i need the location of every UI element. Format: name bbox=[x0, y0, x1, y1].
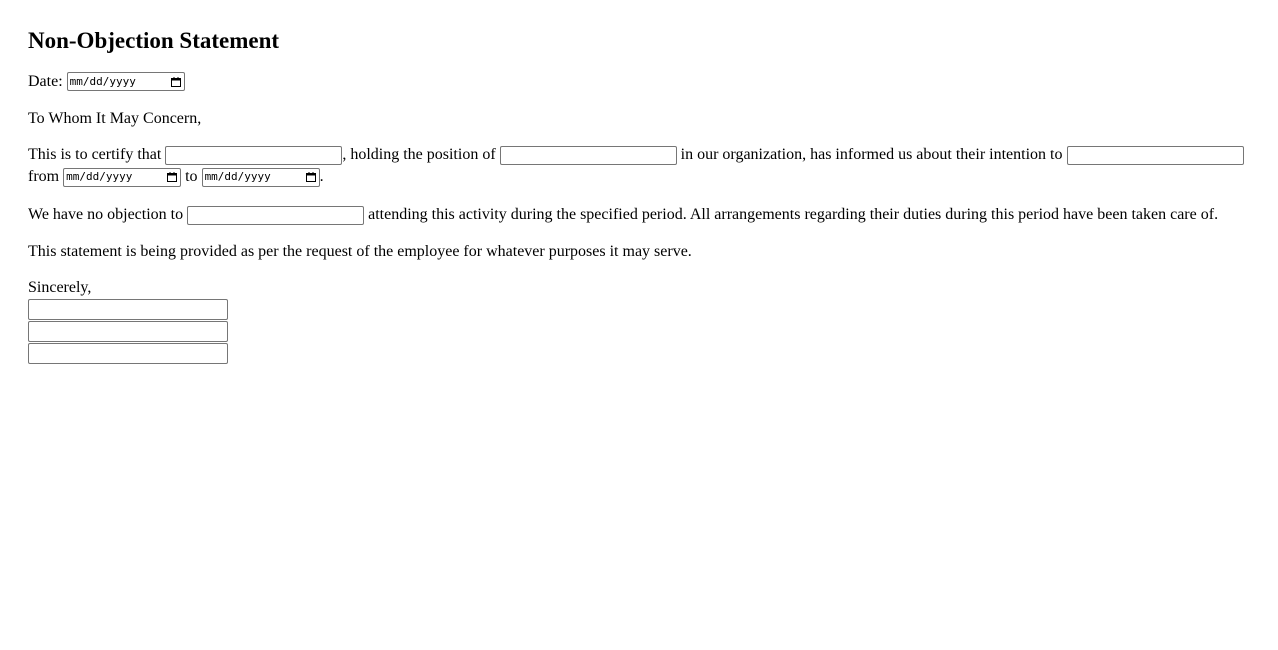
signature-field-3[interactable] bbox=[28, 343, 228, 364]
activity-input[interactable] bbox=[1067, 146, 1244, 165]
to-date-input[interactable] bbox=[202, 168, 320, 187]
page-title: Non-Objection Statement bbox=[28, 28, 280, 53]
date-input-placeholder: mm/dd/yyyy bbox=[69, 74, 136, 88]
objection-text-1: We have no objection to bbox=[28, 205, 184, 223]
from-date-placeholder: mm/dd/yyyy bbox=[66, 170, 133, 184]
position-input[interactable] bbox=[500, 146, 677, 165]
employee-name-input-2[interactable] bbox=[187, 206, 364, 225]
objection-paragraph bbox=[28, 204, 1250, 226]
signature-block bbox=[28, 299, 1250, 364]
certify-text-1: This is to certify that bbox=[28, 145, 162, 163]
employee-name-input[interactable] bbox=[165, 146, 342, 165]
date-label: Date: bbox=[28, 72, 63, 90]
calendar-icon[interactable] bbox=[167, 172, 177, 182]
certify-paragraph bbox=[28, 144, 1250, 188]
objection-text-2: attending this activity during the specified period. All arrangements regarding their duties during this period have been taken care of. bbox=[368, 205, 1219, 223]
date-input[interactable] bbox=[67, 72, 185, 91]
closing: Sincerely, bbox=[28, 278, 92, 296]
calendar-icon[interactable] bbox=[171, 77, 181, 87]
to-label: to bbox=[185, 167, 198, 185]
salutation: To Whom It May Concern, bbox=[28, 110, 202, 128]
from-date-input[interactable] bbox=[63, 168, 181, 187]
signature-field-1[interactable] bbox=[28, 299, 228, 320]
signature-field-2[interactable] bbox=[28, 321, 228, 342]
calendar-icon[interactable] bbox=[306, 172, 316, 182]
date-line bbox=[28, 71, 1250, 93]
from-label: from bbox=[28, 167, 60, 185]
certify-text-3: in our organization, has informed us about their intention to bbox=[680, 145, 1063, 163]
certify-end: . bbox=[319, 167, 324, 185]
certify-text-2: , holding the position of bbox=[342, 145, 496, 163]
to-date-placeholder: mm/dd/yyyy bbox=[204, 170, 271, 184]
statement-paragraph: This statement is being provided as per the request of the employee for whatever purposes it may serve. bbox=[28, 243, 692, 261]
